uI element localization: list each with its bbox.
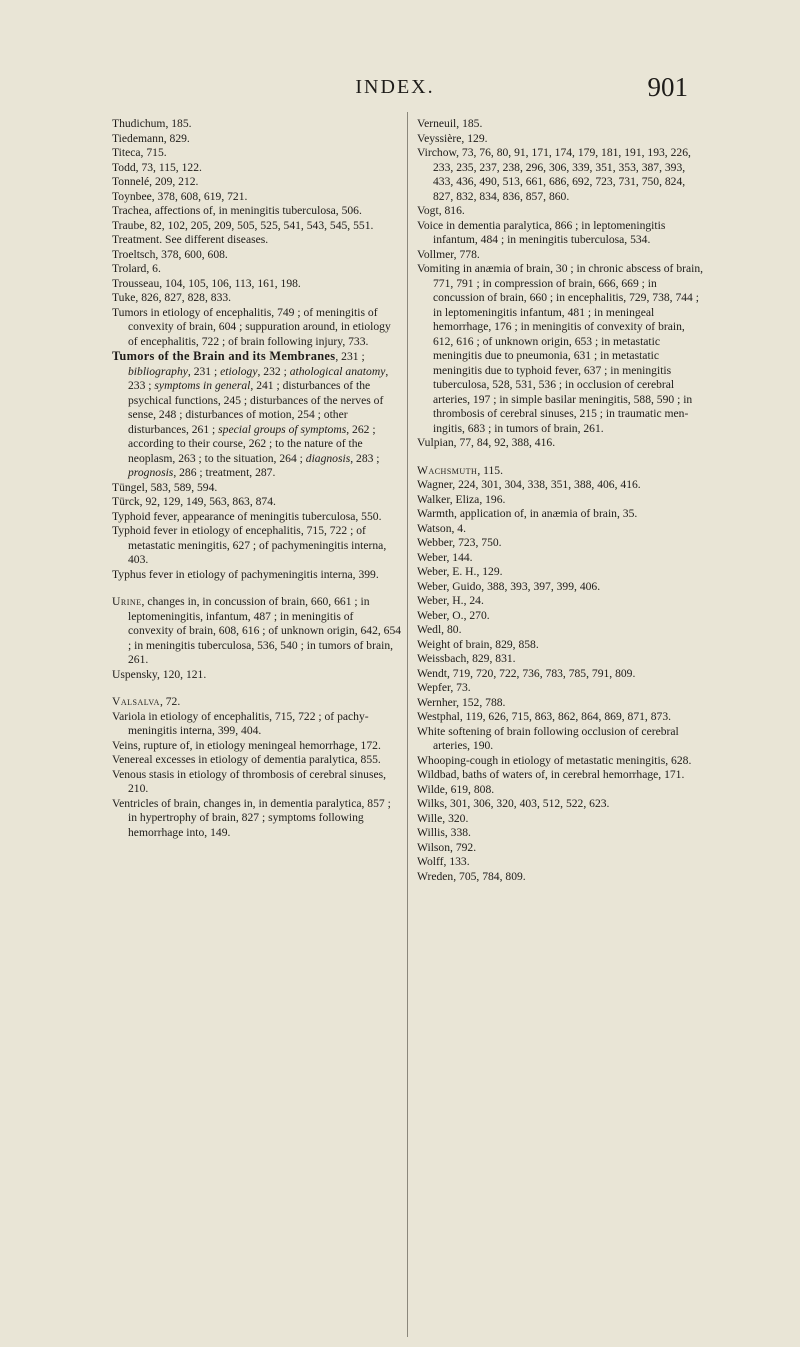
entry-text: Venereal excesses in etiology of dementia paralytica, 855. [112,753,381,766]
entry-text: Valsalva [112,695,160,708]
entry-text: Verneuil, 185. [417,117,483,130]
entry-text: Wilks, 301, 306, 320, 403, 512, 522, 623. [417,797,610,810]
index-entry [417,507,705,522]
index-entry [112,306,402,350]
entry-text: White softening of brain following occlusion of cerebral arteries, 190. [417,724,679,752]
index-entry [112,277,402,292]
index-entry [112,524,402,568]
index-entry [112,768,402,797]
index-entry [417,219,705,248]
entry-text: Wendt, 719, 720, 722, 736, 783, 785, 791, 809. [417,666,636,680]
entry-text: Wachsmuth [417,463,478,477]
entry-text: Variola in etiology of encephalitis, 715, 722 ; of pachymeningitis interna, 399, 404. [112,709,369,737]
entry-text: Türck, 92, 129, 149, 563, 863, 874. [112,495,276,508]
entry-text: Weissbach, 829, 831. [417,652,516,665]
entry-text: Vollmer, 778. [417,247,480,261]
entry-text: Todd, 73, 115, 122. [112,160,202,174]
entry-text: Vomiting in anæmia of brain, 30 ; in chronic abscess of brain, 771, 791 ; in compression of brain, 666, 669 ; in concussion of brain, 660 ; in encephalitis, 729, 738, 744 ; in leptomeningitis infantum, 481 ; in meningeal hemorrhage, 176 ; in meningitis of convexity of brain, 612, 616 ; of unknown origin, 653 ; in metastatic meningitis due to pneumonia, 631 ; in metastatic meningitis due to typhoid fever, 637 ; in meningitis tuberculosa, 528, 531, 536 ; in occlusion of cerebral arteries, 197 ; in simple basilar meningitis, 588, 590 ; in thrombosis of cerebral sinuses, 215 ; in traumatic meningitis, 683 ; in tumors of brain, 261. [417,262,704,435]
entry-text: , 262 ; according to their course, 262 ; to the nature of the neoplasm, 263 ; to the situation, 264 ; [128,422,376,465]
index-entry [112,233,402,248]
index-entry [112,132,402,147]
index-entry [417,594,705,609]
entry-text: Tüngel, 583, 589, 594. [112,480,218,494]
right-index-column [417,117,705,884]
entry-text: Trousseau, 104, 105, 106, 113, 161, 198. [112,276,301,290]
index-entry [417,522,705,537]
index-entry [112,146,402,161]
entry-text: Voice in dementia paralytica, 866 ; in leptomeningitis infantum, 484 ; in meningitis tuberculosa, 534. [417,218,666,246]
index-entry [112,248,402,263]
entry-text: Weight of brain, 829, 858. [417,637,539,651]
index-entry [417,146,705,204]
entry-text: Wreden, 705, 784, 809. [417,869,526,883]
entry-text: Weber, H., 24. [417,594,484,607]
index-entry [417,493,705,508]
entry-subheading: athological anatomy [289,364,386,378]
entry-text: Tonnelé, 209, 212. [112,175,199,188]
running-title: INDEX. [355,76,435,98]
letter-section-gap [112,582,402,595]
index-entry [417,565,705,580]
entry-text: Wepfer, 73. [417,681,471,694]
index-entry [112,739,402,754]
entry-text: Troeltsch, 378, 600, 608. [112,247,228,261]
entry-text: Whooping-cough in etiology of metastatic meningitis, 628. [417,753,692,767]
entry-text: Ventricles of brain, changes in, in dementia paralytica, 857 ; in hypertrophy of brain, 827 ; symptoms following hemorrhage into, 149. [112,796,391,839]
entry-text: Trolard, 6. [112,262,161,275]
index-entry [417,551,705,566]
index-entry [417,667,705,682]
entry-text: , 283 ; [350,451,380,465]
index-entry [417,652,705,667]
index-entry [112,291,402,306]
entry-text: Wilde, 619, 808. [417,782,495,796]
entry-text: Typhus fever in etiology of pachymeningitis interna, 399. [112,567,379,581]
entry-text: Wildbad, baths of waters of, in cerebral hemorrhage, 171. [417,768,685,781]
index-entry [417,710,705,725]
index-entry [112,117,402,132]
index-entry [417,826,705,841]
index-entry [417,696,705,711]
entry-text: , 72. [159,695,181,708]
entry-text: Typhoid fever in etiology of encephalitis, 715, 722 ; of metastatic meningitis, 627 ; of pachymeningitis interna, 403. [112,524,387,566]
entry-text: Warmth, application of, in anæmia of brain, 35. [417,507,638,520]
index-entry [112,753,402,768]
entry-text: Venous stasis in etiology of thrombosis of cerebral sinuses, 210. [112,767,387,795]
index-entry [417,638,705,653]
index-entry [417,262,705,436]
entry-text: Wilson, 792. [417,840,477,854]
entry-text: Thudichum, 185. [112,117,192,130]
entry-text: , 232 ; [257,364,290,378]
entry-text: Uspensky, 120, 121. [112,667,207,681]
entry-text: Virchow, 73, 76, 80, 91, 171, 174, 179, 181, 191, 193, 226, 233, 235, 237, 238, 296, 306, 339, 351, 353, 387, 393, 433, 436, 490, 513, 661, 686, 692, 723, 731, 750, 824, 827, 832, 834, 836, 857, 860. [417,146,691,203]
entry-text: , 233 ; [128,364,389,392]
index-entry [112,695,402,710]
page-number: 901 [647,72,688,102]
index-entry [112,262,402,277]
entry-text: Veyssière, 129. [417,131,488,145]
entry-text: Wagner, 224, 301, 304, 338, 351, 388, 406, 416. [417,478,641,491]
index-entry [112,481,402,496]
index-entry [417,855,705,870]
entry-text: Webber, 723, 750. [417,536,502,549]
entry-text: , 115. [477,463,503,477]
index-entry [417,870,705,885]
entry-text: Westphal, 119, 626, 715, 863, 862, 864, 869, 871, 873. [417,710,672,723]
entry-text: Trachea, affections of, in meningitis tuberculosa, 506. [112,204,362,217]
entry-text: Walker, Eliza, 196. [417,492,506,506]
index-entry [112,349,402,481]
entry-text: Traube, 82, 102, 205, 209, 505, 525, 541, 543, 545, 551. [112,218,374,232]
index-entry [417,536,705,551]
index-entry [417,204,705,219]
entry-subheading: symptoms in general [154,379,251,392]
entry-text: Tuke, 826, 827, 828, 833. [112,291,232,304]
index-entry [417,580,705,595]
index-entry [112,668,402,683]
index-entry [417,464,705,479]
entry-subheading: bibliography [128,364,188,378]
entry-text: , 241 ; disturbances of the psychical functions, 245 ; disturbances of the nerves of sense, 248 ; disturbances of motion, 254 ; other disturbances, 261 ; [128,379,384,436]
index-entry [417,609,705,624]
entry-text: Tumors of the Brain and its Membranes [112,349,336,363]
index-entry [112,510,402,525]
entry-text: Weber, O., 270. [417,608,490,622]
index-entry [112,797,402,841]
letter-section-gap [417,451,705,464]
index-entry [417,248,705,263]
index-entry [417,812,705,827]
index-entry [112,219,402,234]
index-entry [112,161,402,176]
entry-text: Weber, Guido, 388, 393, 397, 399, 406. [417,579,601,593]
entry-text: , 231 ; [187,364,221,378]
entry-text: Veins, rupture of, in etiology meningeal hemorrhage, 172. [112,738,381,752]
entry-text: Watson, 4. [417,521,466,535]
index-entry [417,725,705,754]
entry-text: Urine [112,595,142,608]
entry-text: Weber, 144. [417,550,473,564]
entry-text: , 231 ; [335,350,365,363]
entry-subheading: etiology [220,364,258,378]
index-entry [417,623,705,638]
entry-text: Weber, E. H., 129. [417,565,503,578]
index-entry [112,204,402,219]
entry-text: Toynbee, 378, 608, 619, 721. [112,189,248,203]
index-entry [112,710,402,739]
index-entry [112,175,402,190]
entry-text: Willis, 338. [417,826,471,839]
entry-text: Wille, 320. [417,811,469,825]
index-entry [417,117,705,132]
page-header [100,74,690,104]
entry-subheading: special groups of symptoms [218,422,347,436]
entry-text: , changes in, in concussion of brain, 660, 661 ; in leptomeningitis, infantum, 487 ; in meningitis of convexity of brain, 608, 616 ; of unknown origin, 642, 654 ; in meningitis tuberculosa, 536, 540 ; in tumors of brain, 261. [128,595,402,666]
entry-text: Vogt, 816. [417,204,465,217]
index-entry [417,768,705,783]
index-entry [112,495,402,510]
index-entry [112,595,402,668]
column-divider [407,112,408,1337]
entry-text: Tiedemann, 829. [112,131,190,145]
entry-text: Typhoid fever, appearance of meningitis tuberculosa, 550. [112,509,382,523]
index-entry [417,478,705,493]
index-entry [417,132,705,147]
left-index-column [112,117,402,840]
entry-subheading: prognosis [128,466,174,479]
entry-subheading: diagnosis [305,451,351,465]
index-entry [417,841,705,856]
index-entry [417,797,705,812]
index-entry [417,436,705,451]
entry-text: Wernher, 152, 788. [417,695,506,709]
index-entry [112,190,402,205]
entry-text: Tumors in etiology of encephalitis, 749 ; of meningitis of convexity of brain, 604 ; suppuration around, in etiology of encephalitis, 722 ; of brain following injury, 733. [112,305,391,348]
index-entry [417,783,705,798]
entry-text: , 286 ; treatment, 287. [173,466,276,479]
letter-section-gap [112,682,402,695]
index-entry [417,681,705,696]
index-entry [417,754,705,769]
entry-text: Treatment. See different diseases. [112,233,269,246]
entry-text: Wolff, 133. [417,855,470,868]
entry-text: Vulpian, 77, 84, 92, 388, 416. [417,436,556,449]
entry-text: Titeca, 715. [112,146,167,159]
index-entry [112,568,402,583]
entry-text: Wedl, 80. [417,623,462,636]
